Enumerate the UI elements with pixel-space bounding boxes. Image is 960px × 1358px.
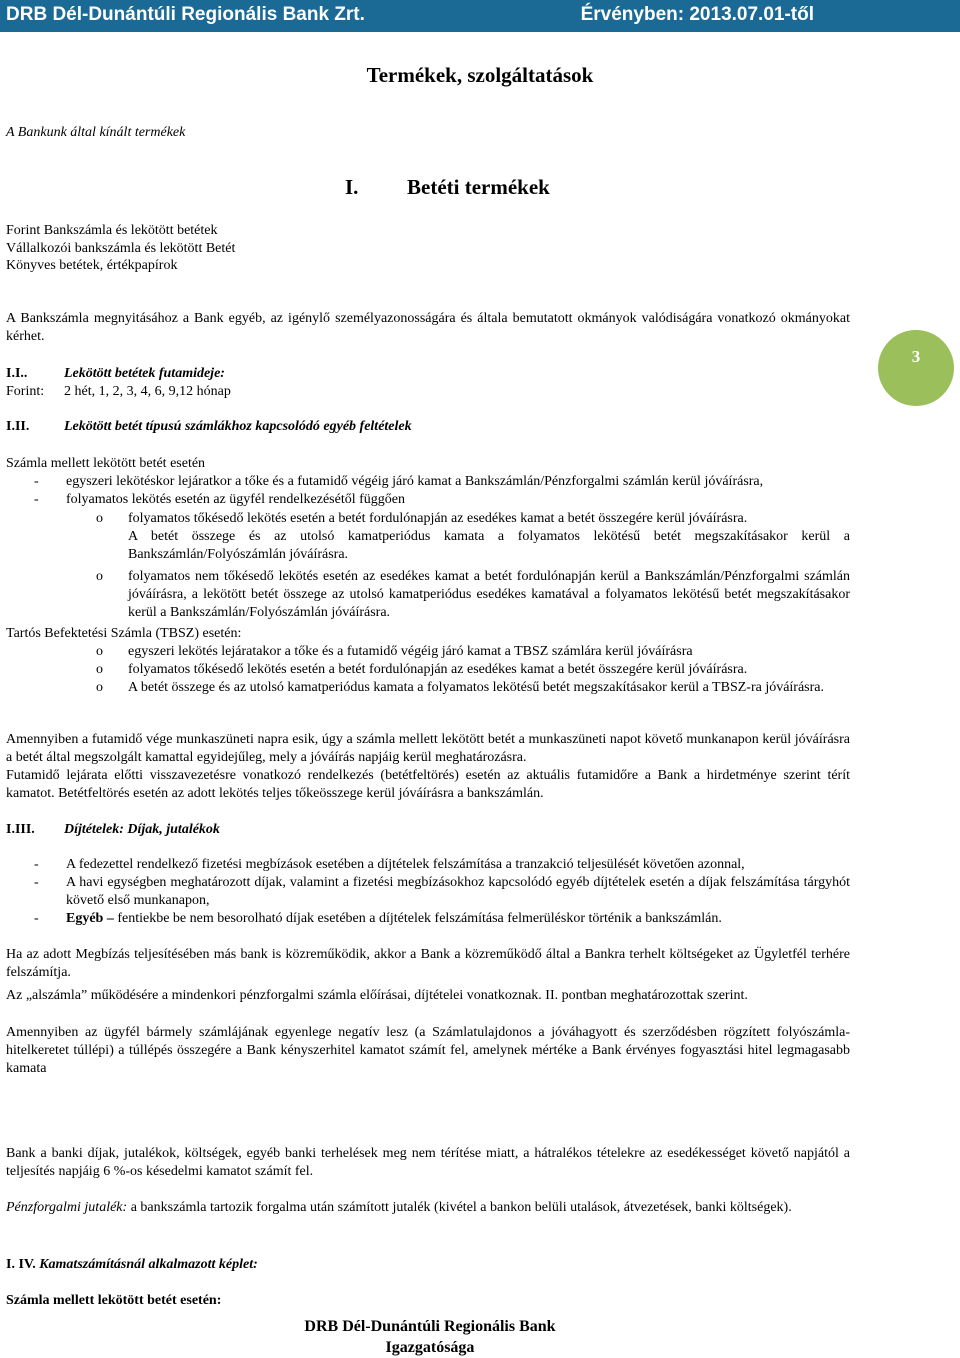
szamla-sub-item: folyamatos tőkésedő lekötés esetén a betét fordulónapján az esedékes kamat a betét összegére kerül jóváírásra. (128, 511, 748, 526)
dij-bullet-dash: – (103, 911, 118, 926)
header-bank-name: DRB Dél-Dunántúli Regionális Bank Zrt. (6, 4, 365, 25)
term-label: Forint: (6, 384, 45, 399)
szamla-sub-item: A betét összege és az utolsó kamatperiódus kamata a folyamatos lekötésű betét megszakításakor kerül a Bankszámlán/Folyószámlán jóváírásra. (128, 529, 850, 562)
dij-bullet: A fedezettel rendelkező fizetési megbízások esetében a díjtételek felszámítása a tranzakció teljesülését követően azonnal, (66, 857, 745, 872)
jutalek-label: Pénzforgalmi jutalék: (6, 1200, 128, 1215)
section-1-1-title: Lekötött betétek futamideje: (64, 366, 225, 381)
jutalek-text: a bankszámla tartozik forgalma után számított jutalék (kivétel a bankon belüli utalások, átvezetések, banki költségek). (127, 1200, 792, 1215)
product-item: Vállalkozói bankszámla és lekötött Betét (6, 240, 236, 256)
footer-line-1: DRB Dél-Dunántúli Regionális Bank (304, 1318, 556, 1335)
bullet-dash: - (34, 474, 39, 489)
section-1-4-heading (6, 1256, 258, 1274)
bullet-o: o (96, 511, 103, 526)
dij-bullet: A havi egységben meghatározott díjak, valamint a fizetési megbízásokhoz kapcsolódó egyéb díjtételek esetén a díjak felszámítása tárgyhót követő első munkanapon, (66, 875, 850, 908)
page-header (0, 0, 960, 32)
product-item: Forint Bankszámla és lekötött betétek (6, 223, 218, 238)
szamla-sub-item: folyamatos nem tőkésedő lekötés esetén az esedékes kamat a betét fordulónapján kerül a Bankszámlán/Pénzforgalmi számlán jóváírásra, a lekötött betét összege az utolsó kamatperiódus esedékes kamatával a folyamatos lekötésű betét megszakításakor kerül a Bankszámlán/Folyószámlán jóváírásra. (128, 569, 850, 620)
section-1-3-number: I.III. (6, 822, 35, 837)
bullet-o: o (96, 644, 103, 659)
bullet-o: o (96, 680, 103, 695)
kozremukodik-paragraph: Ha az adott Megbízás teljesítésében más bank is közreműködik, akkor a Bank a közreműködő által a Bankra terhelt költségeket az Ügyletfél terhére felszámítja. (6, 947, 850, 980)
bullet-dash: - (34, 857, 39, 872)
section-1-1-number: I.I.. (6, 366, 28, 381)
munkaszunet-paragraph: Amennyiben a futamidő vége munkaszüneti napra esik, úgy a számla mellett lekötött betét a munkaszüneti napot követő munkanapon kerül jóváírásra a betét által megszolgált kamattal egyidejűleg, mely a jóváírás napjáig kerül meghatározásra. (6, 732, 850, 765)
section-1-2-heading (6, 418, 412, 436)
dij-bullet (66, 910, 850, 928)
page-number-badge: 3 (878, 330, 954, 406)
dij-bullet-rest: fentiekbe be nem besorolható díjak esetében a díjtételek felszámítása felmerüléskor történik a bankszámlán. (117, 911, 722, 926)
negativ-paragraph: Amennyiben az ügyfél bármely számlájának egyenlege negatív lesz (a Számlatulajdonos a jóváhagyott és szerződésben rögzített folyószámla-hitelkeretet túllépi) a túllépés összegére a Bank kényszerhitel kamatot számít fel, amelynek mértéke a Bank érvényes fogyasztási hitel legmagasabb kamata (6, 1025, 850, 1076)
tbsz-item: egyszeri lekötés lejáratakor a tőke és a futamidő végéig járó kamat a TBSZ számlára kerül jóváírásra (128, 644, 693, 659)
section-1-1-heading (6, 365, 225, 383)
product-list (6, 222, 235, 275)
section-1-3-title: Díjtételek: Díjak, jutalékok (64, 822, 220, 837)
footer (0, 1316, 860, 1358)
section-1-4-number: I. IV. (6, 1257, 36, 1272)
bullet-dash: - (34, 492, 39, 507)
section-1-2-title: Lekötött betét típusú számlákhoz kapcsolódó egyéb feltételek (64, 419, 412, 434)
section-1-title: Betéti termékek (407, 175, 550, 199)
szamla-bullet: egyszeri lekötéskor lejáratkor a tőke és a futamidő végéig járó kamat a Bankszámlán/Pénzforgalmi számlán kerül jóváírásra, (66, 474, 764, 489)
futamido-paragraph: Futamidő lejárata előtti visszavezetésre vonatkozó rendelkezés (betétfeltörés) esetén az aktuális futamidőre a Bank a hirdetménye szerint térít kamatot. Betétfeltörés esetén az adott lekötés teljes tőkeösszege kerül jóváírásra a bankszámlán. (6, 768, 850, 801)
dij-bullet-bold: Egyéb (66, 911, 104, 926)
bullet-dash: - (34, 875, 39, 890)
last-heading: Számla mellett lekötött betét esetén: (6, 1293, 222, 1308)
intro-paragraph: A Bankszámla megnyitásához a Bank egyéb, az igénylő személyazonosságára és általa bemutatott okmányok valódiságára vonatkozó okmányokat kérhet. (6, 311, 850, 344)
header-validity: Érvényben: 2013.07.01-től (580, 4, 814, 25)
term-value: 2 hét, 1, 2, 3, 4, 6, 9,12 hónap (64, 384, 231, 399)
jutalek-paragraph (6, 1199, 850, 1217)
kesedelmi-paragraph: Bank a banki díjak, jutalékok, költségek, egyéb banki terhelések meg nem térítése miatt, a hátralékos tételekre az esedékességet követő napjától a teljesítés napjáig 6 %-os késedelmi kamatot számít fel. (6, 1146, 850, 1179)
szamla-intro: Számla mellett lekötött betét esetén (6, 456, 206, 471)
tbsz-intro: Tartós Befektetési Számla (TBSZ) esetén: (6, 626, 242, 641)
product-item: Könyves betétek, értékpapírok (6, 258, 178, 273)
tbsz-item: A betét összege és az utolsó kamatperiódus kamata a folyamatos lekötésű betét megszakításakor kerül a TBSZ-ra jóváírásra. (128, 680, 825, 695)
alszamla-paragraph: Az „alszámla” működésére a mindenkori pénzforgalmi számla előírásai, díjtételei vonatkoznak. II. pontban meghatározottak szerint. (6, 988, 748, 1003)
footer-line-2: Igazgatósága (385, 1339, 475, 1356)
section-1-heading (345, 175, 550, 199)
bullet-dash: - (34, 911, 39, 926)
bullet-o: o (96, 662, 103, 677)
page-title: Termékek, szolgáltatások (366, 63, 594, 87)
section-1-number: I. (345, 175, 359, 199)
bullet-o: o (96, 569, 103, 584)
term-row (6, 383, 231, 401)
section-1-3-heading (6, 821, 220, 839)
section-1-2-number: I.II. (6, 419, 30, 434)
page-subtitle: A Bankunk által kínált termékek (6, 125, 186, 140)
section-1-4-title: Kamatszámításnál alkalmazott képlet: (39, 1257, 258, 1272)
szamla-bullet: folyamatos lekötés esetén az ügyfél rendelkezésétől függően (66, 492, 405, 507)
tbsz-item: folyamatos tőkésedő lekötés esetén a betét fordulónapján az esedékes kamat a betét összegére kerül jóváírásra. (128, 662, 748, 677)
